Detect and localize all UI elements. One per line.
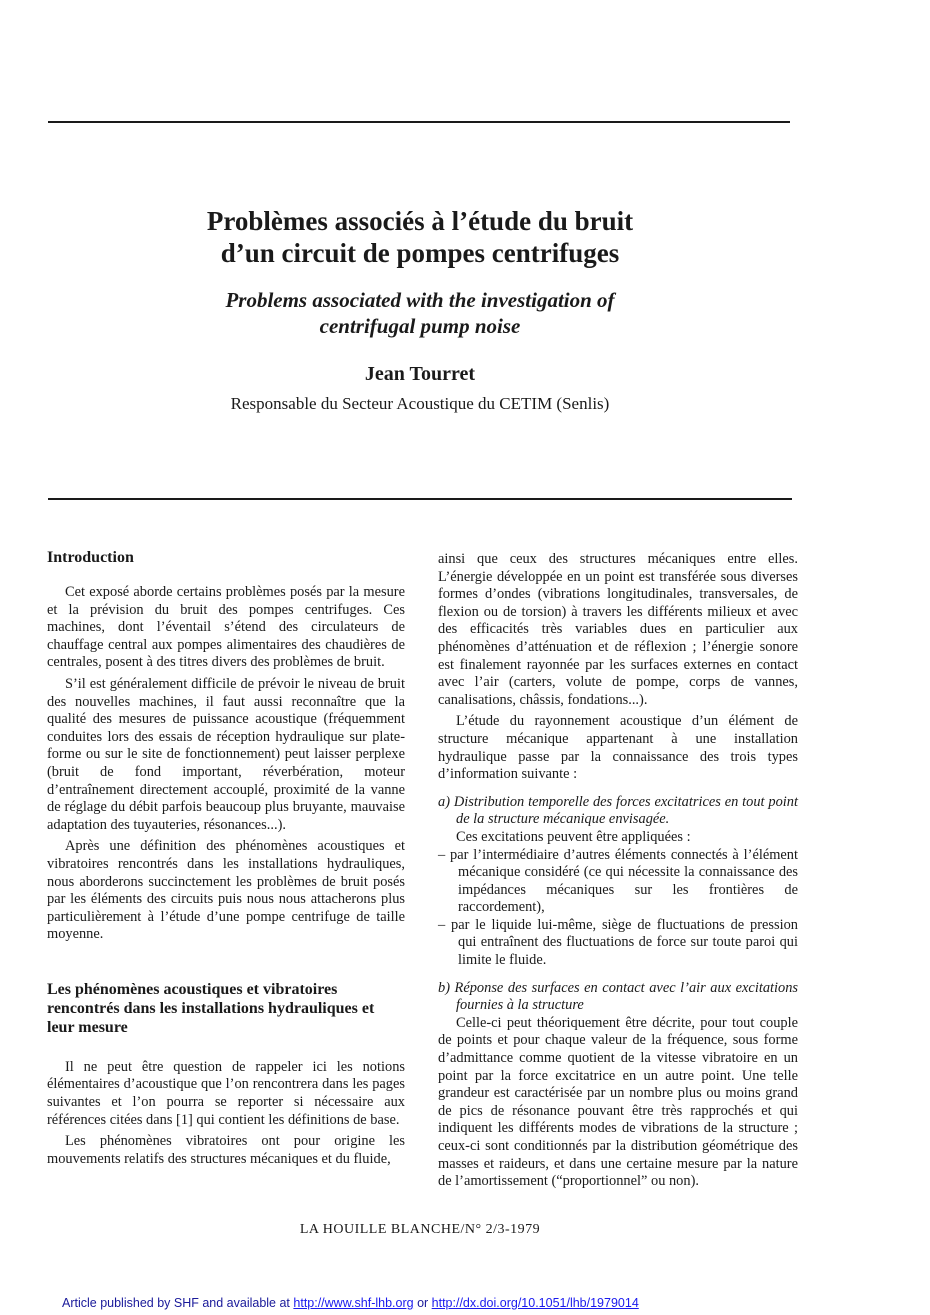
journal-footer: LA HOUILLE BLANCHE/N° 2/3-1979 (299, 1222, 541, 1237)
paragraph: L’étude du rayonnement acoustique d’un élément de structure mécanique appartenant à une installation hydraulique passe par la connaissance des trois types d’information suivante : (438, 713, 798, 783)
paragraph: Ces excitations peuvent être appliquées : (456, 828, 691, 845)
title-french-line2: d’un circuit de pompes centrifuges (220, 238, 620, 268)
paragraph: Après une définition des phénomènes acoustiques et vibratoires rencontrés dans les installations hydrauliques, nous aborderons succinctement les problèmes de bruit posés par les éléments des circuits puis nous nous attacherons plus particulièrement à l’étude d’une pompe centrifuge de taille moyenne. (47, 838, 405, 943)
title-english-line2: centrifugal pump noise (319, 314, 521, 338)
list-item-b: b) Réponse des surfaces en contact avec l’air aux excitations fournies à la structure (438, 979, 798, 1014)
paragraph: Les phénomènes vibratoires ont pour origine les mouvements relatifs des structures mécaniques et du fluide, (47, 1133, 405, 1167)
article-mid: or (413, 1296, 432, 1310)
doi-link[interactable]: http://dx.doi.org/10.1051/lhb/1979014 (431, 1296, 639, 1310)
author-name: Jean Tourret (364, 363, 476, 385)
paragraph: Celle-ci peut théoriquement être décrite, pour tout couple de points et pour chaque valeur de la fréquence, sous forme d’admittance comme quotient de la vitesse vibratoire en un point par la force excitatrice en un autre point. Une telle grandeur est caractérisée par un nombre plus ou moins grand de pics de résonance pouvant être très rapprochés et qui indiquent les différents modes de vibrations de la structure ; ceux-ci sont conditionnés par la distribution géométrique des masses et raideurs, et dans une certaine mesure par la nature de l’amortissement (“proportionnel” ou non). (438, 1014, 798, 1190)
right-column (438, 551, 798, 1191)
article-prefix: Article published by SHF and available at (62, 1296, 294, 1310)
list-item-dash: – par le liquide lui-même, siège de fluctuations de pression qui entraînent des fluctuations de force sur toute paroi qui limite le fluide. (438, 916, 798, 969)
section-heading: Les phénomènes acoustiques et vibratoires rencontrés dans les installations hydrauliques et leur mesure (47, 980, 375, 1036)
list-item-dash: – par l’intermédiaire d’autres éléments connectés à l’élément mécanique considéré (ce qui nécessite la connaissance des impédances mécaniques sur les frontières de raccordement), (438, 846, 798, 916)
introduction-heading: Introduction (47, 549, 134, 566)
list-item-a: a) Distribution temporelle des forces excitatrices en tout point de la structure mécanique envisagée. (438, 793, 798, 828)
paragraph: S’il est généralement difficile de prévoir le niveau de bruit des nouvelles machines, il faut aussi reconnaître que la qualité des mesures de puissance acoustique (fréquemment conduites lors des essais de réception hydraulique sur plate-forme ou sur le site de fonctionnement) peut laisser perplexe (bruit de fond important, réverbération, moteur d’entraînement directement accouplé, proximité de la vanne de réglage du débit parfois beaucoup plus bruyante, mauvaise adaptation des tuyauteries, résonances...). (47, 675, 405, 833)
shf-link[interactable]: http://www.shf-lhb.org (293, 1296, 414, 1310)
paragraph: ainsi que ceux des structures mécaniques entre elles. L’énergie développée en un point est transférée sous diverses formes d’ondes (vibrations longitudinales, transversales, de flexion ou de torsion) à travers les différents milieux et avec des efficacités très variables dues en particulier aux phénomènes d’atténuation et de réflexion ; l’énergie sonore est finalement rayonnée par les surfaces externes en contact avec l’air (carters, volute de pompe, corps de vannes, canalisations, châssis, fondations...). (438, 551, 798, 708)
author-affiliation: Responsable du Secteur Acoustique du CETIM (Senlis) (230, 394, 610, 413)
header-bottom-rule (48, 498, 792, 500)
paragraph: Cet exposé aborde certains problèmes posés par la mesure et la prévision du bruit des pompes centrifuges. Ces machines, dont l’éventail s’étend des circulateurs de chauffage central aux pompes alimentaires des chaudières de centrales, posent à des titres divers des problèmes de bruit. (47, 584, 405, 671)
title-french-line1: Problèmes associés à l’étude du bruit (206, 206, 634, 236)
article-footer (62, 1296, 639, 1310)
top-rule (48, 121, 790, 123)
title-english-line1: Problems associated with the investigation of (225, 288, 615, 312)
left-column (47, 548, 405, 1168)
paragraph: Il ne peut être question de rappeler ici les notions élémentaires d’acoustique que l’on rencontrera dans les pages suivantes et l’on pourra se reporter si nécessaire aux références citées dans [1] qui contient les définitions de base. (47, 1058, 405, 1128)
